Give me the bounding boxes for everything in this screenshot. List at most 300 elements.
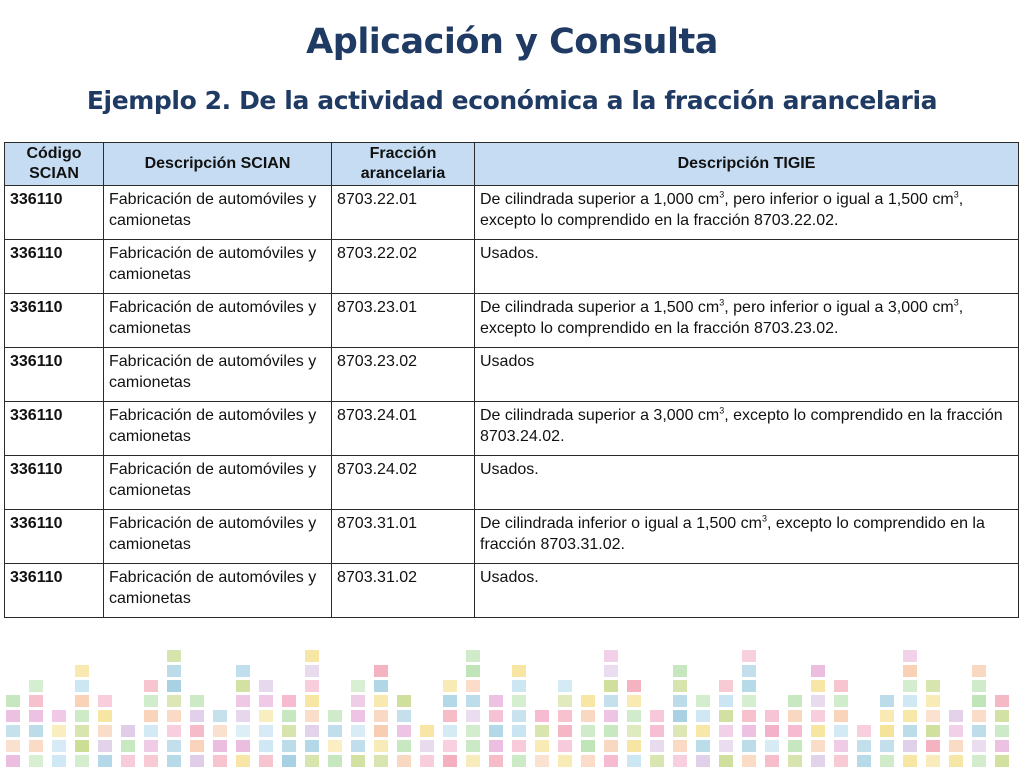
decorative-block	[604, 725, 618, 737]
decorative-block	[466, 665, 480, 677]
cell-descripcion-scian: Fabricación de automóviles y camionetas	[104, 402, 332, 456]
decorative-block	[604, 740, 618, 752]
decorative-block	[190, 710, 204, 722]
decorative-block	[466, 725, 480, 737]
decorative-block	[535, 725, 549, 737]
decorative-block	[604, 710, 618, 722]
superscript-cubed: 3	[953, 297, 959, 308]
decorative-block	[604, 755, 618, 767]
decorative-block	[673, 680, 687, 692]
decorative-block	[98, 740, 112, 752]
decorative-block	[466, 650, 480, 662]
decorative-block	[121, 755, 135, 767]
decorative-block	[29, 740, 43, 752]
decorative-block	[604, 695, 618, 707]
decorative-block	[742, 650, 756, 662]
decorative-block	[627, 680, 641, 692]
table-row	[5, 402, 1019, 456]
table-body	[5, 186, 1019, 618]
decorative-block	[696, 755, 710, 767]
decorative-block	[903, 680, 917, 692]
decorative-block	[443, 740, 457, 752]
decorative-block	[903, 725, 917, 737]
tigie-text: De cilindrada superior a 3,000 cm	[480, 407, 720, 424]
decorative-block	[788, 755, 802, 767]
decorative-block	[926, 725, 940, 737]
decorative-block	[167, 695, 181, 707]
cell-fraccion-arancelaria: 8703.22.02	[332, 240, 475, 294]
decorative-block	[972, 665, 986, 677]
decorative-block	[880, 725, 894, 737]
decorative-block	[512, 680, 526, 692]
decorative-block	[719, 695, 733, 707]
decorative-block	[374, 710, 388, 722]
decorative-block	[351, 695, 365, 707]
cell-descripcion-scian: Fabricación de automóviles y camionetas	[104, 564, 332, 618]
cell-fraccion-arancelaria: 8703.24.01	[332, 402, 475, 456]
decorative-block	[75, 740, 89, 752]
decorative-block	[857, 725, 871, 737]
decorative-block	[374, 740, 388, 752]
decorative-block	[236, 680, 250, 692]
decorative-block	[926, 740, 940, 752]
decorative-block	[144, 680, 158, 692]
decorative-block	[98, 695, 112, 707]
decorative-block	[558, 695, 572, 707]
decorative-block	[765, 710, 779, 722]
decorative-block	[903, 695, 917, 707]
decorative-block	[811, 740, 825, 752]
decorative-block	[144, 725, 158, 737]
decorative-block	[903, 755, 917, 767]
decorative-block	[880, 740, 894, 752]
table-row	[5, 294, 1019, 348]
tigie-text: , excepto lo comprendido en la fracción 8703.24.02.	[480, 407, 1003, 445]
superscript-cubed: 3	[719, 189, 725, 200]
decorative-block	[558, 725, 572, 737]
decorative-block	[903, 650, 917, 662]
decorative-block	[282, 695, 296, 707]
decorative-block	[604, 665, 618, 677]
decorative-block	[972, 680, 986, 692]
decorative-block	[374, 755, 388, 767]
table-row	[5, 348, 1019, 402]
decorative-block	[926, 680, 940, 692]
decorative-block	[282, 725, 296, 737]
decorative-block	[489, 725, 503, 737]
decorative-block	[328, 725, 342, 737]
decorative-block	[558, 755, 572, 767]
decorative-block	[857, 755, 871, 767]
header-descripcion-scian: Descripción SCIAN	[104, 143, 332, 186]
superscript-cubed: 3	[719, 405, 725, 416]
decorative-block	[788, 710, 802, 722]
decorative-block	[305, 725, 319, 737]
decorative-block	[857, 740, 871, 752]
decorative-block	[811, 725, 825, 737]
decorative-block	[29, 680, 43, 692]
decorative-block	[167, 740, 181, 752]
decorative-block	[397, 710, 411, 722]
decorative-block	[719, 755, 733, 767]
cell-descripcion-scian: Fabricación de automóviles y camionetas	[104, 348, 332, 402]
decorative-block	[282, 740, 296, 752]
decorative-block	[535, 710, 549, 722]
decorative-block	[305, 650, 319, 662]
decorative-block	[98, 755, 112, 767]
decorative-block	[190, 755, 204, 767]
decorative-block	[581, 755, 595, 767]
decorative-block	[6, 695, 20, 707]
decorative-block	[75, 755, 89, 767]
decorative-block	[673, 755, 687, 767]
decorative-block	[374, 680, 388, 692]
decorative-block	[351, 755, 365, 767]
decorative-block	[190, 740, 204, 752]
decorative-block	[742, 740, 756, 752]
decorative-block	[995, 695, 1009, 707]
decorative-block	[167, 680, 181, 692]
decorative-block	[236, 725, 250, 737]
decorative-block	[489, 755, 503, 767]
decorative-block	[443, 725, 457, 737]
decorative-block	[512, 755, 526, 767]
superscript-cubed: 3	[719, 297, 725, 308]
decorative-block	[75, 710, 89, 722]
decorative-block	[29, 710, 43, 722]
decorative-block	[880, 695, 894, 707]
decorative-block	[328, 710, 342, 722]
decorative-block	[788, 695, 802, 707]
decorative-block	[627, 710, 641, 722]
decorative-block	[788, 740, 802, 752]
decorative-block	[972, 725, 986, 737]
decorative-block	[213, 755, 227, 767]
decorative-block	[29, 695, 43, 707]
header-codigo-scian: Código SCIAN	[5, 143, 104, 186]
tigie-text: Usados.	[480, 245, 539, 262]
tigie-text: De cilindrada superior a 1,000 cm	[480, 191, 720, 208]
decorative-block	[397, 755, 411, 767]
decorative-block	[696, 725, 710, 737]
decorative-block	[282, 755, 296, 767]
cell-descripcion-scian: Fabricación de automóviles y camionetas	[104, 240, 332, 294]
decorative-block	[29, 725, 43, 737]
decorative-block	[627, 695, 641, 707]
decorative-block	[443, 680, 457, 692]
decorative-block	[351, 710, 365, 722]
cell-codigo-scian: 336110	[5, 240, 104, 294]
cell-descripcion-tigie	[475, 402, 1019, 456]
decorative-block	[834, 725, 848, 737]
decorative-block	[581, 695, 595, 707]
decorative-block	[512, 740, 526, 752]
decorative-bars	[0, 650, 1024, 768]
decorative-block	[811, 755, 825, 767]
decorative-block	[305, 695, 319, 707]
decorative-block	[305, 680, 319, 692]
decorative-block	[673, 710, 687, 722]
cell-descripcion-tigie	[475, 240, 1019, 294]
decorative-block	[144, 695, 158, 707]
decorative-block	[75, 680, 89, 692]
decorative-block	[903, 710, 917, 722]
decorative-block	[995, 740, 1009, 752]
decorative-block	[190, 725, 204, 737]
cell-descripcion-scian: Fabricación de automóviles y camionetas	[104, 294, 332, 348]
decorative-block	[926, 695, 940, 707]
decorative-block	[144, 740, 158, 752]
superscript-cubed: 3	[761, 513, 767, 524]
decorative-block	[765, 740, 779, 752]
decorative-block	[696, 710, 710, 722]
decorative-block	[696, 695, 710, 707]
decorative-block	[811, 680, 825, 692]
decorative-block	[6, 710, 20, 722]
decorative-block	[236, 695, 250, 707]
decorative-block	[558, 740, 572, 752]
decorative-block	[420, 755, 434, 767]
cell-fraccion-arancelaria: 8703.31.02	[332, 564, 475, 618]
decorative-block	[995, 725, 1009, 737]
decorative-block	[972, 710, 986, 722]
decorative-block	[949, 755, 963, 767]
decorative-block	[719, 740, 733, 752]
cell-codigo-scian: 336110	[5, 186, 104, 240]
decorative-block	[52, 725, 66, 737]
cell-fraccion-arancelaria: 8703.23.02	[332, 348, 475, 402]
decorative-block	[926, 710, 940, 722]
decorative-block	[52, 740, 66, 752]
decorative-block	[52, 755, 66, 767]
decorative-block	[121, 740, 135, 752]
decorative-block	[29, 755, 43, 767]
table-row	[5, 240, 1019, 294]
decorative-block	[259, 725, 273, 737]
decorative-block	[834, 710, 848, 722]
decorative-block	[880, 710, 894, 722]
decorative-block	[144, 755, 158, 767]
decorative-block	[673, 725, 687, 737]
decorative-block	[305, 665, 319, 677]
cell-descripcion-scian: Fabricación de automóviles y camionetas	[104, 510, 332, 564]
decorative-block	[282, 710, 296, 722]
decorative-block	[167, 665, 181, 677]
cell-descripcion-scian: Fabricación de automóviles y camionetas	[104, 186, 332, 240]
decorative-block	[397, 740, 411, 752]
slide-title: Aplicación y Consulta	[306, 22, 718, 62]
decorative-block	[811, 710, 825, 722]
cell-fraccion-arancelaria: 8703.31.01	[332, 510, 475, 564]
decorative-block	[673, 695, 687, 707]
decorative-block	[443, 755, 457, 767]
decorative-block	[558, 710, 572, 722]
cell-descripcion-tigie	[475, 456, 1019, 510]
decorative-block	[581, 740, 595, 752]
cell-codigo-scian: 336110	[5, 510, 104, 564]
decorative-block	[75, 725, 89, 737]
cell-descripcion-tigie	[475, 348, 1019, 402]
decorative-block	[673, 665, 687, 677]
cell-codigo-scian: 336110	[5, 456, 104, 510]
decorative-block	[512, 665, 526, 677]
decorative-block	[167, 710, 181, 722]
decorative-block	[328, 755, 342, 767]
decorative-block	[949, 710, 963, 722]
decorative-block	[972, 695, 986, 707]
decorative-bars-graphic	[0, 650, 1024, 768]
decorative-block	[581, 725, 595, 737]
cell-fraccion-arancelaria: 8703.22.01	[332, 186, 475, 240]
decorative-block	[765, 725, 779, 737]
decorative-block	[995, 755, 1009, 767]
decorative-block	[673, 740, 687, 752]
decorative-block	[719, 710, 733, 722]
decorative-block	[949, 740, 963, 752]
decorative-block	[512, 725, 526, 737]
decorative-block	[627, 725, 641, 737]
decorative-block	[788, 725, 802, 737]
decorative-block	[190, 695, 204, 707]
cell-descripcion-scian: Fabricación de automóviles y camionetas	[104, 456, 332, 510]
header-fraccion-arancelaria: Fracción arancelaria	[332, 143, 475, 186]
tariff-table	[4, 142, 1019, 618]
cell-codigo-scian: 336110	[5, 564, 104, 618]
decorative-block	[604, 650, 618, 662]
decorative-block	[880, 755, 894, 767]
decorative-block	[650, 740, 664, 752]
decorative-block	[6, 755, 20, 767]
decorative-block	[75, 695, 89, 707]
decorative-block	[351, 680, 365, 692]
decorative-block	[305, 740, 319, 752]
decorative-block	[627, 755, 641, 767]
decorative-block	[466, 710, 480, 722]
decorative-block	[742, 680, 756, 692]
decorative-block	[167, 725, 181, 737]
decorative-block	[650, 755, 664, 767]
decorative-block	[719, 725, 733, 737]
decorative-block	[834, 740, 848, 752]
decorative-block	[972, 755, 986, 767]
slide-subtitle: Ejemplo 2. De la actividad económica a la fracción arancelaria	[86, 86, 938, 115]
decorative-block	[420, 725, 434, 737]
decorative-block	[903, 740, 917, 752]
decorative-block	[397, 725, 411, 737]
decorative-block	[696, 740, 710, 752]
tigie-text: , excepto lo comprendido en la fracción 8703.22.02.	[480, 191, 964, 229]
decorative-block	[811, 665, 825, 677]
decorative-block	[121, 725, 135, 737]
decorative-block	[259, 680, 273, 692]
decorative-block	[719, 680, 733, 692]
tigie-text: , excepto lo comprendido en la fracción 8703.31.02.	[480, 515, 985, 553]
decorative-block	[443, 695, 457, 707]
decorative-block	[742, 710, 756, 722]
decorative-block	[259, 755, 273, 767]
decorative-block	[765, 755, 779, 767]
decorative-block	[397, 695, 411, 707]
decorative-block	[466, 755, 480, 767]
cell-descripcion-tigie	[475, 564, 1019, 618]
table-header-row	[5, 143, 1019, 186]
decorative-block	[236, 665, 250, 677]
decorative-block	[144, 710, 158, 722]
decorative-block	[742, 755, 756, 767]
tigie-text: , pero inferior o igual a 1,500 cm	[724, 191, 954, 208]
decorative-block	[535, 740, 549, 752]
decorative-block	[167, 650, 181, 662]
decorative-block	[305, 710, 319, 722]
decorative-block	[213, 725, 227, 737]
decorative-block	[52, 710, 66, 722]
decorative-block	[972, 740, 986, 752]
table-row	[5, 456, 1019, 510]
decorative-block	[581, 710, 595, 722]
table-row	[5, 510, 1019, 564]
decorative-block	[995, 710, 1009, 722]
cell-codigo-scian: 336110	[5, 348, 104, 402]
decorative-block	[420, 740, 434, 752]
decorative-block	[834, 755, 848, 767]
decorative-block	[236, 740, 250, 752]
decorative-block	[535, 755, 549, 767]
decorative-block	[466, 740, 480, 752]
decorative-block	[236, 755, 250, 767]
cell-fraccion-arancelaria: 8703.23.01	[332, 294, 475, 348]
decorative-block	[650, 710, 664, 722]
decorative-block	[167, 755, 181, 767]
decorative-block	[305, 755, 319, 767]
decorative-block	[328, 740, 342, 752]
decorative-block	[374, 665, 388, 677]
tigie-text: , pero inferior o igual a 3,000 cm	[724, 299, 954, 316]
decorative-block	[466, 680, 480, 692]
decorative-block	[926, 755, 940, 767]
cell-codigo-scian: 336110	[5, 294, 104, 348]
cell-fraccion-arancelaria: 8703.24.02	[332, 456, 475, 510]
cell-codigo-scian: 336110	[5, 402, 104, 456]
decorative-block	[259, 695, 273, 707]
decorative-block	[834, 680, 848, 692]
cell-descripcion-tigie	[475, 186, 1019, 240]
decorative-block	[742, 695, 756, 707]
decorative-block	[627, 740, 641, 752]
decorative-block	[351, 725, 365, 737]
decorative-block	[949, 725, 963, 737]
decorative-block	[374, 695, 388, 707]
decorative-block	[558, 680, 572, 692]
tigie-text: Usados.	[480, 461, 539, 478]
decorative-block	[259, 710, 273, 722]
decorative-block	[98, 710, 112, 722]
decorative-block	[903, 665, 917, 677]
decorative-block	[213, 740, 227, 752]
decorative-block	[489, 710, 503, 722]
decorative-block	[259, 740, 273, 752]
decorative-block	[351, 740, 365, 752]
decorative-block	[742, 725, 756, 737]
cell-descripcion-tigie	[475, 510, 1019, 564]
decorative-block	[650, 725, 664, 737]
decorative-block	[374, 725, 388, 737]
table-row	[5, 186, 1019, 240]
decorative-block	[236, 710, 250, 722]
decorative-block	[6, 725, 20, 737]
decorative-block	[604, 680, 618, 692]
decorative-block	[6, 740, 20, 752]
superscript-cubed: 3	[953, 189, 959, 200]
